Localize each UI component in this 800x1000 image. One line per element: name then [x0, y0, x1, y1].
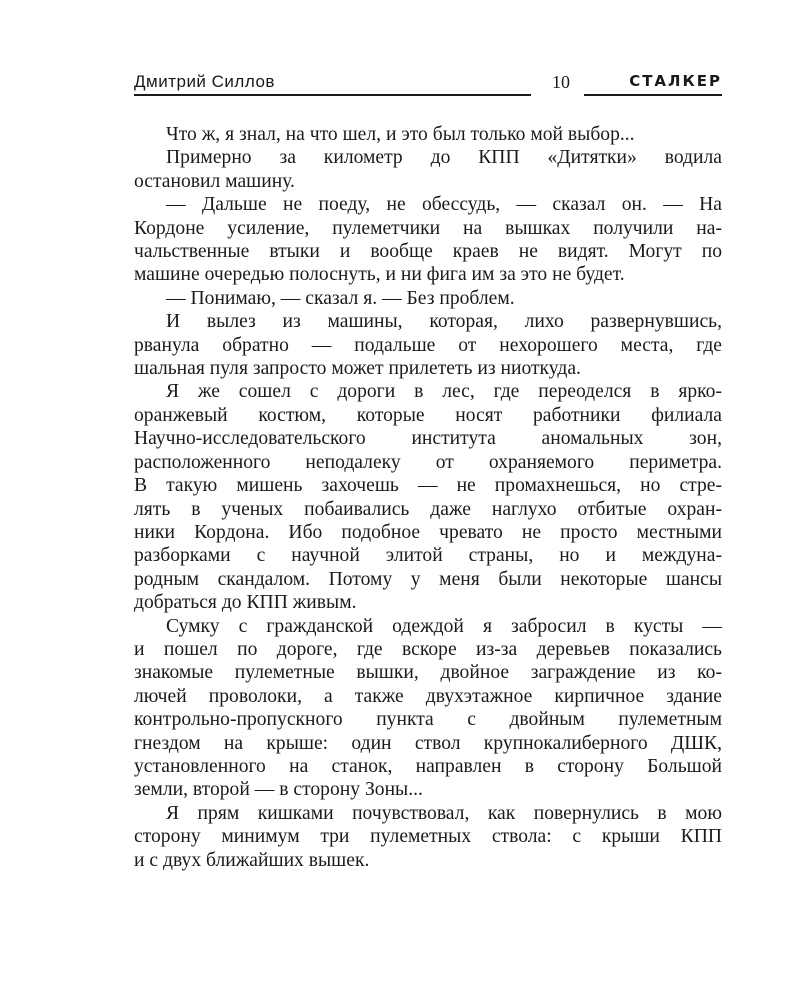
text-line: Что ж, я знал, на что шел, и это был только мой выбор... [166, 124, 635, 145]
series-title: СТАЛКЕР [629, 72, 722, 90]
paragraph [134, 615, 722, 802]
text-line: установленного на станок, направлен в сторону Большой [134, 755, 722, 777]
text-line: Я же сошел с дороги в лес, где переоделся в ярко- [166, 381, 722, 403]
author-name: Дмитрий Силлов [134, 72, 275, 91]
text-line: И вылез из машины, которая, лихо развернувшись, [166, 311, 722, 333]
text-line: шальная пуля запросто может прилететь из ниоткуда. [134, 358, 581, 380]
paragraph [134, 310, 722, 380]
text-line: — Дальше не поеду, не обессудь, — сказал он. — На [166, 194, 722, 216]
text-line: добраться до КПП живым. [134, 592, 357, 614]
text-line: сторону минимум три пулеметных ствола: с крыши КПП [134, 826, 722, 848]
text-line: знакомые пулеметные вышки, двойное заграждение из ко- [134, 662, 722, 684]
text-line: Я прям кишками почувствовал, как повернулись в мою [166, 802, 722, 824]
text-line: лючей проволоки, а также двухэтажное кирпичное здание [134, 685, 722, 707]
text-line: лять в ученых побаивались даже наглухо отбитые охран- [134, 498, 722, 520]
text-line: земли, второй — в сторону Зоны... [134, 779, 423, 801]
paragraph [134, 287, 722, 310]
text-line: гнездом на крыше: один ствол крупнокалиберного ДШК, [134, 732, 722, 754]
text-line: остановил машину. [134, 170, 295, 192]
text-line: Научно-исследовательского института аномальных зон, [134, 428, 722, 450]
page-number: 10 [552, 72, 570, 92]
text-line: родным скандалом. Потому у меня были некоторые шансы [134, 568, 722, 590]
text-line: чальственные втыки и вообще краев не видят. Могут по [134, 241, 722, 263]
text-line: Кордоне усиление, пулеметчики на вышках получили на- [134, 217, 722, 239]
body-text [134, 123, 722, 872]
text-line: Сумку с гражданской одеждой я забросил в кусты — [166, 615, 722, 637]
text-line: В такую мишень захочешь — не промахнешься, но стре- [134, 475, 722, 497]
paragraph [134, 123, 722, 146]
paragraph [134, 802, 722, 872]
text-line: Примерно за километр до КПП «Дитятки» водила [166, 147, 722, 169]
text-line: и пошел по дороге, где вскоре из-за деревьев показались [134, 638, 722, 660]
text-line: рванула обратно — подальше от нехорошего места, где [134, 334, 722, 356]
running-header [134, 72, 722, 98]
paragraph [134, 193, 722, 287]
text-line: оранжевый костюм, которые носят работники филиала [134, 404, 722, 426]
paragraph [134, 146, 722, 193]
text-line: ники Кордона. Ибо подобное чревато не просто местными [134, 521, 722, 543]
text-line: машине очередью полоснуть, и ни фига им за это не будет. [134, 264, 625, 286]
text-line: расположенного неподалеку от охраняемого периметра. [134, 451, 722, 473]
text-line: разборками с научной элитой страны, но и междуна- [134, 545, 722, 567]
text-line: контрольно-пропускного пункта с двойным пулеметным [134, 709, 722, 731]
header-rule-right [584, 94, 722, 96]
paragraph [134, 380, 722, 614]
header-rule-left [134, 94, 531, 96]
text-line: и с двух ближайших вышек. [134, 849, 370, 871]
text-line: — Понимаю, — сказал я. — Без проблем. [166, 287, 515, 309]
